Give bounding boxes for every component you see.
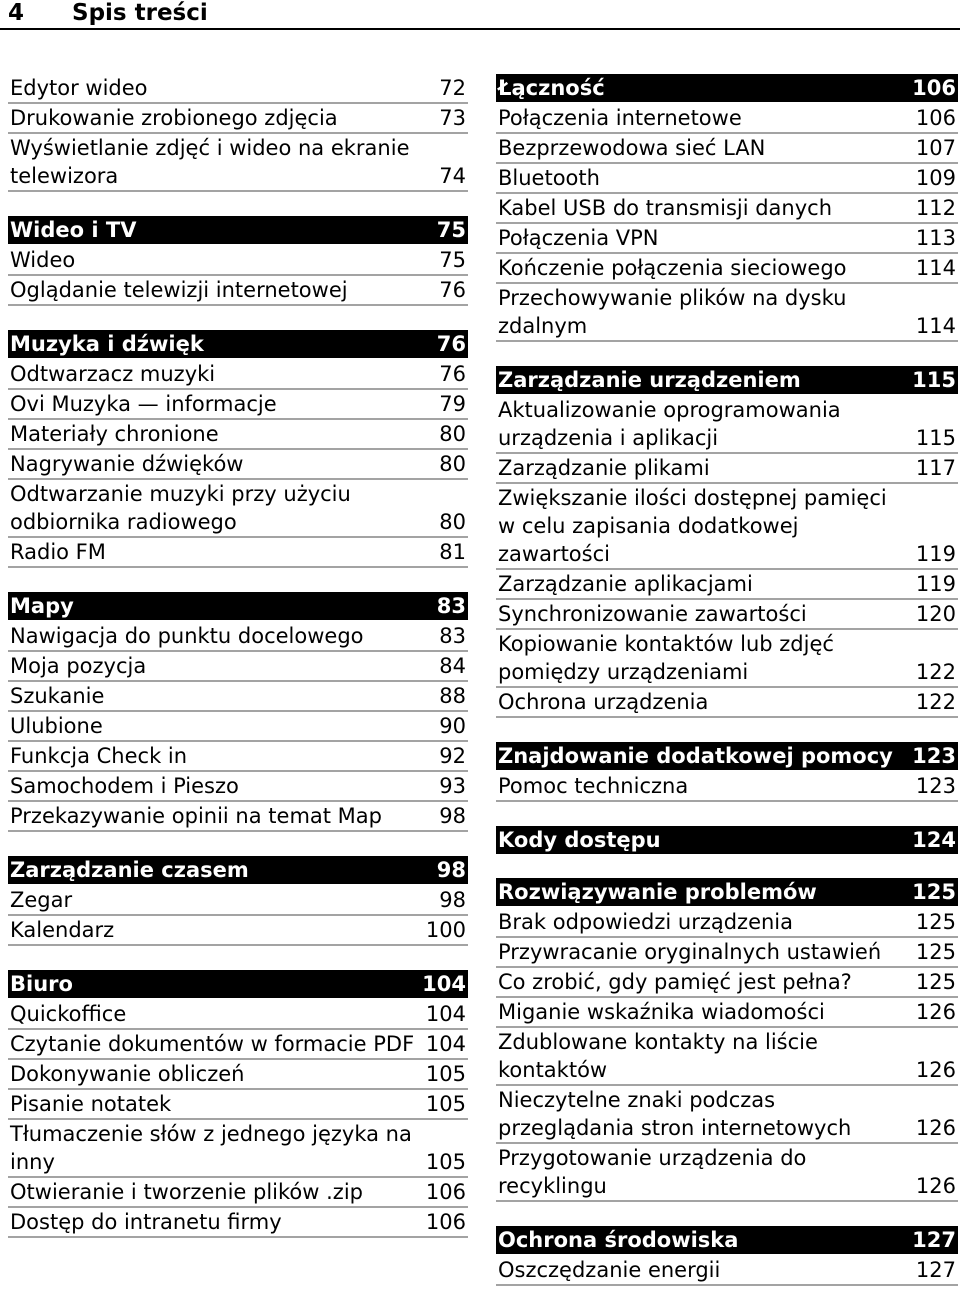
page-ref: 122 (915, 660, 956, 684)
entry-title: Nieczytelne znaki podczas przeglądania stron internetowych (498, 1088, 852, 1140)
toc-entry[interactable] (8, 420, 468, 450)
page-ref: 114 (915, 314, 956, 338)
page-ref: 106 (425, 1180, 466, 1204)
section-title: Muzyka i dźwięk (10, 332, 204, 356)
page-ref: 76 (436, 332, 466, 356)
page-ref: 120 (915, 602, 956, 626)
entry-title: Otwieranie i tworzenie plików .zip (10, 1180, 363, 1204)
entry-title: Oszczędzanie energii (498, 1258, 721, 1282)
page-ref: 106 (915, 106, 956, 130)
section-title: Ochrona środowiska (498, 1228, 739, 1252)
toc-entry[interactable] (496, 134, 958, 164)
entry-title: Szukanie (10, 684, 105, 708)
page-number: 4 (8, 0, 25, 26)
entry-title: Miganie wskaźnika wiadomości (498, 1000, 825, 1024)
entry-title: Czytanie dokumentów w formacie PDF (10, 1032, 415, 1056)
entry-title: Quickoffice (10, 1002, 127, 1026)
entry-title: Odtwarzanie muzyki przy użyciu odbiornika radiowego (10, 482, 351, 534)
toc-section-heading[interactable] (496, 1226, 958, 1254)
entry-title: Edytor wideo (10, 76, 148, 100)
toc-entry[interactable] (496, 254, 958, 284)
page-ref: 74 (439, 164, 466, 188)
entry-title: Funkcja Check in (10, 744, 188, 768)
toc-entry[interactable] (8, 1000, 468, 1030)
page-header (0, 0, 960, 30)
page-ref: 104 (425, 1032, 466, 1056)
toc-entry[interactable] (8, 276, 468, 306)
page-ref: 125 (915, 970, 956, 994)
entry-title: Przechowywanie plików na dysku zdalnym (498, 286, 847, 338)
toc-entry[interactable] (496, 224, 958, 254)
toc-entry[interactable] (8, 622, 468, 652)
page-ref: 80 (439, 510, 466, 534)
entry-title: Zarządzanie aplikacjami (498, 572, 753, 596)
entry-title: Synchronizowanie zawartości (498, 602, 807, 626)
page-ref: 127 (915, 1258, 956, 1282)
entry-title: Radio FM (10, 540, 106, 564)
page-ref: 100 (425, 918, 466, 942)
toc-section-heading[interactable] (8, 216, 468, 244)
toc-entry[interactable] (8, 390, 468, 420)
entry-title: Odtwarzacz muzyki (10, 362, 216, 386)
toc-entry[interactable] (496, 1086, 958, 1144)
page-ref: 98 (439, 804, 466, 828)
toc-entry[interactable] (496, 104, 958, 134)
toc-entry[interactable] (8, 134, 468, 192)
page-ref: 72 (439, 76, 466, 100)
page-ref: 83 (439, 624, 466, 648)
page-ref: 79 (439, 392, 466, 416)
toc-entry[interactable] (496, 164, 958, 194)
toc-entry[interactable] (496, 630, 958, 688)
entry-title: Ulubione (10, 714, 103, 738)
entry-title: Drukowanie zrobionego zdjęcia (10, 106, 338, 130)
page-ref: 81 (439, 540, 466, 564)
toc-entry[interactable] (8, 802, 468, 832)
page-ref: 80 (439, 422, 466, 446)
page-ref: 105 (425, 1062, 466, 1086)
page-ref: 123 (915, 774, 956, 798)
page-ref: 126 (915, 1058, 956, 1082)
entry-title: Kabel USB do transmisji danych (498, 196, 833, 220)
section-title: Zarządzanie urządzeniem (498, 368, 801, 392)
entry-title: Kalendarz (10, 918, 115, 942)
page-ref: 83 (436, 594, 466, 618)
toc-entry[interactable] (496, 1256, 958, 1286)
page-ref: 113 (915, 226, 956, 250)
toc-entry[interactable] (496, 968, 958, 998)
page-ref: 115 (912, 368, 956, 392)
page-ref: 117 (915, 456, 956, 480)
entry-title: Przywracanie oryginalnych ustawień (498, 940, 882, 964)
toc-entry[interactable] (496, 908, 958, 938)
entry-title: Przygotowanie urządzenia do recyklingu (498, 1146, 807, 1198)
toc-section-heading[interactable] (8, 330, 468, 358)
toc-entry[interactable] (8, 1178, 468, 1208)
toc-entry[interactable] (8, 1060, 468, 1090)
toc-entry[interactable] (8, 886, 468, 916)
toc-entry[interactable] (8, 742, 468, 772)
entry-title: Wyświetlanie zdjęć i wideo na ekranie telewizora (10, 136, 410, 188)
toc-entry[interactable] (496, 194, 958, 224)
page-ref: 98 (436, 858, 466, 882)
page-ref: 105 (425, 1092, 466, 1116)
page-ref: 92 (439, 744, 466, 768)
entry-title: Bezprzewodowa sieć LAN (498, 136, 766, 160)
toc-section-heading[interactable] (496, 366, 958, 394)
entry-title: Pisanie notatek (10, 1092, 172, 1116)
toc-entry[interactable] (8, 1030, 468, 1060)
toc-entry[interactable] (8, 712, 468, 742)
toc-entry[interactable] (8, 74, 468, 104)
page-ref: 109 (915, 166, 956, 190)
page-ref: 126 (915, 1174, 956, 1198)
entry-title: Połączenia internetowe (498, 106, 742, 130)
toc-entry[interactable] (8, 450, 468, 480)
entry-title: Brak odpowiedzi urządzenia (498, 910, 794, 934)
page-ref: 124 (912, 828, 956, 852)
toc-section-heading[interactable] (8, 592, 468, 620)
toc-section-heading[interactable] (496, 878, 958, 906)
toc-entry[interactable] (8, 538, 468, 568)
entry-title: Zegar (10, 888, 73, 912)
page-ref: 119 (915, 542, 956, 566)
toc-entry[interactable] (496, 570, 958, 600)
entry-title: Zdublowane kontakty na liście kontaktów (498, 1030, 818, 1082)
toc-section-heading[interactable] (8, 970, 468, 998)
entry-title: Tłumaczenie słów z jednego języka na inny (10, 1122, 412, 1174)
toc-entry[interactable] (496, 454, 958, 484)
page-ref: 90 (439, 714, 466, 738)
toc-section-heading[interactable] (496, 826, 958, 854)
page-title: Spis treści (72, 0, 208, 26)
entry-title: Zwiększanie ilości dostępnej pamięci w celu zapisania dodatkowej zawartości (498, 486, 887, 566)
page-ref: 106 (912, 76, 956, 100)
section-title: Mapy (10, 594, 74, 618)
toc-entry[interactable] (8, 360, 468, 390)
entry-title: Dokonywanie obliczeń (10, 1062, 245, 1086)
page-ref: 119 (915, 572, 956, 596)
toc-entry[interactable] (496, 688, 958, 718)
section-title: Rozwiązywanie problemów (498, 880, 817, 904)
section-title: Zarządzanie czasem (10, 858, 249, 882)
page-ref: 125 (915, 910, 956, 934)
toc-entry[interactable] (496, 1028, 958, 1086)
entry-title: Ovi Muzyka — informacje (10, 392, 277, 416)
page-ref: 107 (915, 136, 956, 160)
toc-entry[interactable] (8, 104, 468, 134)
page-ref: 104 (422, 972, 466, 996)
entry-title: Materiały chronione (10, 422, 219, 446)
page-ref: 126 (915, 1116, 956, 1140)
page-ref: 125 (915, 940, 956, 964)
page-ref: 75 (439, 248, 466, 272)
page-ref: 126 (915, 1000, 956, 1024)
toc-column-left (8, 74, 468, 1238)
entry-title: Zarządzanie plikami (498, 456, 710, 480)
page-ref: 112 (915, 196, 956, 220)
entry-title: Aktualizowanie oprogramowania urządzenia i aplikacji (498, 398, 841, 450)
page-ref: 104 (425, 1002, 466, 1026)
toc-entry[interactable] (8, 916, 468, 946)
entry-title: Kopiowanie kontaktów lub zdjęć pomiędzy urządzeniami (498, 632, 834, 684)
toc-entry[interactable] (8, 480, 468, 538)
page-ref: 106 (425, 1210, 466, 1234)
toc-entry[interactable] (496, 284, 958, 342)
section-title: Biuro (10, 972, 73, 996)
toc-entry[interactable] (496, 998, 958, 1028)
toc-entry[interactable] (496, 938, 958, 968)
toc-entry[interactable] (8, 1090, 468, 1120)
toc-section-heading[interactable] (496, 74, 958, 102)
page-ref: 76 (439, 278, 466, 302)
toc-entry[interactable] (8, 682, 468, 712)
page-ref: 73 (439, 106, 466, 130)
page-ref: 93 (439, 774, 466, 798)
toc-entry[interactable] (496, 772, 958, 802)
entry-title: Połączenia VPN (498, 226, 659, 250)
toc-section-heading[interactable] (8, 856, 468, 884)
entry-title: Ochrona urządzenia (498, 690, 709, 714)
toc-entry[interactable] (496, 484, 958, 570)
toc-entry[interactable] (8, 1120, 468, 1178)
section-title: Kody dostępu (498, 828, 661, 852)
entry-title: Przekazywanie opinii na temat Map (10, 804, 382, 828)
page-ref: 114 (915, 256, 956, 280)
page-ref: 125 (912, 880, 956, 904)
entry-title: Moja pozycja (10, 654, 147, 678)
page-ref: 75 (436, 218, 466, 242)
toc-column-right (496, 74, 958, 1286)
toc-entry[interactable] (8, 772, 468, 802)
toc-entry[interactable] (8, 1208, 468, 1238)
page-ref: 98 (439, 888, 466, 912)
page-ref: 76 (439, 362, 466, 386)
toc-section-heading[interactable] (496, 742, 958, 770)
page-ref: 88 (439, 684, 466, 708)
toc-entry[interactable] (496, 396, 958, 454)
section-title: Łączność (498, 76, 605, 100)
page-ref: 84 (439, 654, 466, 678)
page-ref: 127 (912, 1228, 956, 1252)
entry-title: Nagrywanie dźwięków (10, 452, 244, 476)
page-ref: 115 (915, 426, 956, 450)
page-ref: 123 (912, 744, 956, 768)
entry-title: Kończenie połączenia sieciowego (498, 256, 847, 280)
page-ref: 122 (915, 690, 956, 714)
page-ref: 105 (425, 1150, 466, 1174)
page-ref: 80 (439, 452, 466, 476)
entry-title: Pomoc techniczna (498, 774, 689, 798)
toc-entry[interactable] (496, 600, 958, 630)
entry-title: Samochodem i Pieszo (10, 774, 239, 798)
toc-entry[interactable] (8, 652, 468, 682)
entry-title: Bluetooth (498, 166, 600, 190)
entry-title: Oglądanie telewizji internetowej (10, 278, 348, 302)
entry-title: Nawigacja do punktu docelowego (10, 624, 364, 648)
toc-entry[interactable] (8, 246, 468, 276)
section-title: Znajdowanie dodatkowej pomocy (498, 744, 893, 768)
entry-title: Dostęp do intranetu firmy (10, 1210, 282, 1234)
entry-title: Co zrobić, gdy pamięć jest pełna? (498, 970, 852, 994)
section-title: Wideo i TV (10, 218, 137, 242)
toc-entry[interactable] (496, 1144, 958, 1202)
entry-title: Wideo (10, 248, 76, 272)
